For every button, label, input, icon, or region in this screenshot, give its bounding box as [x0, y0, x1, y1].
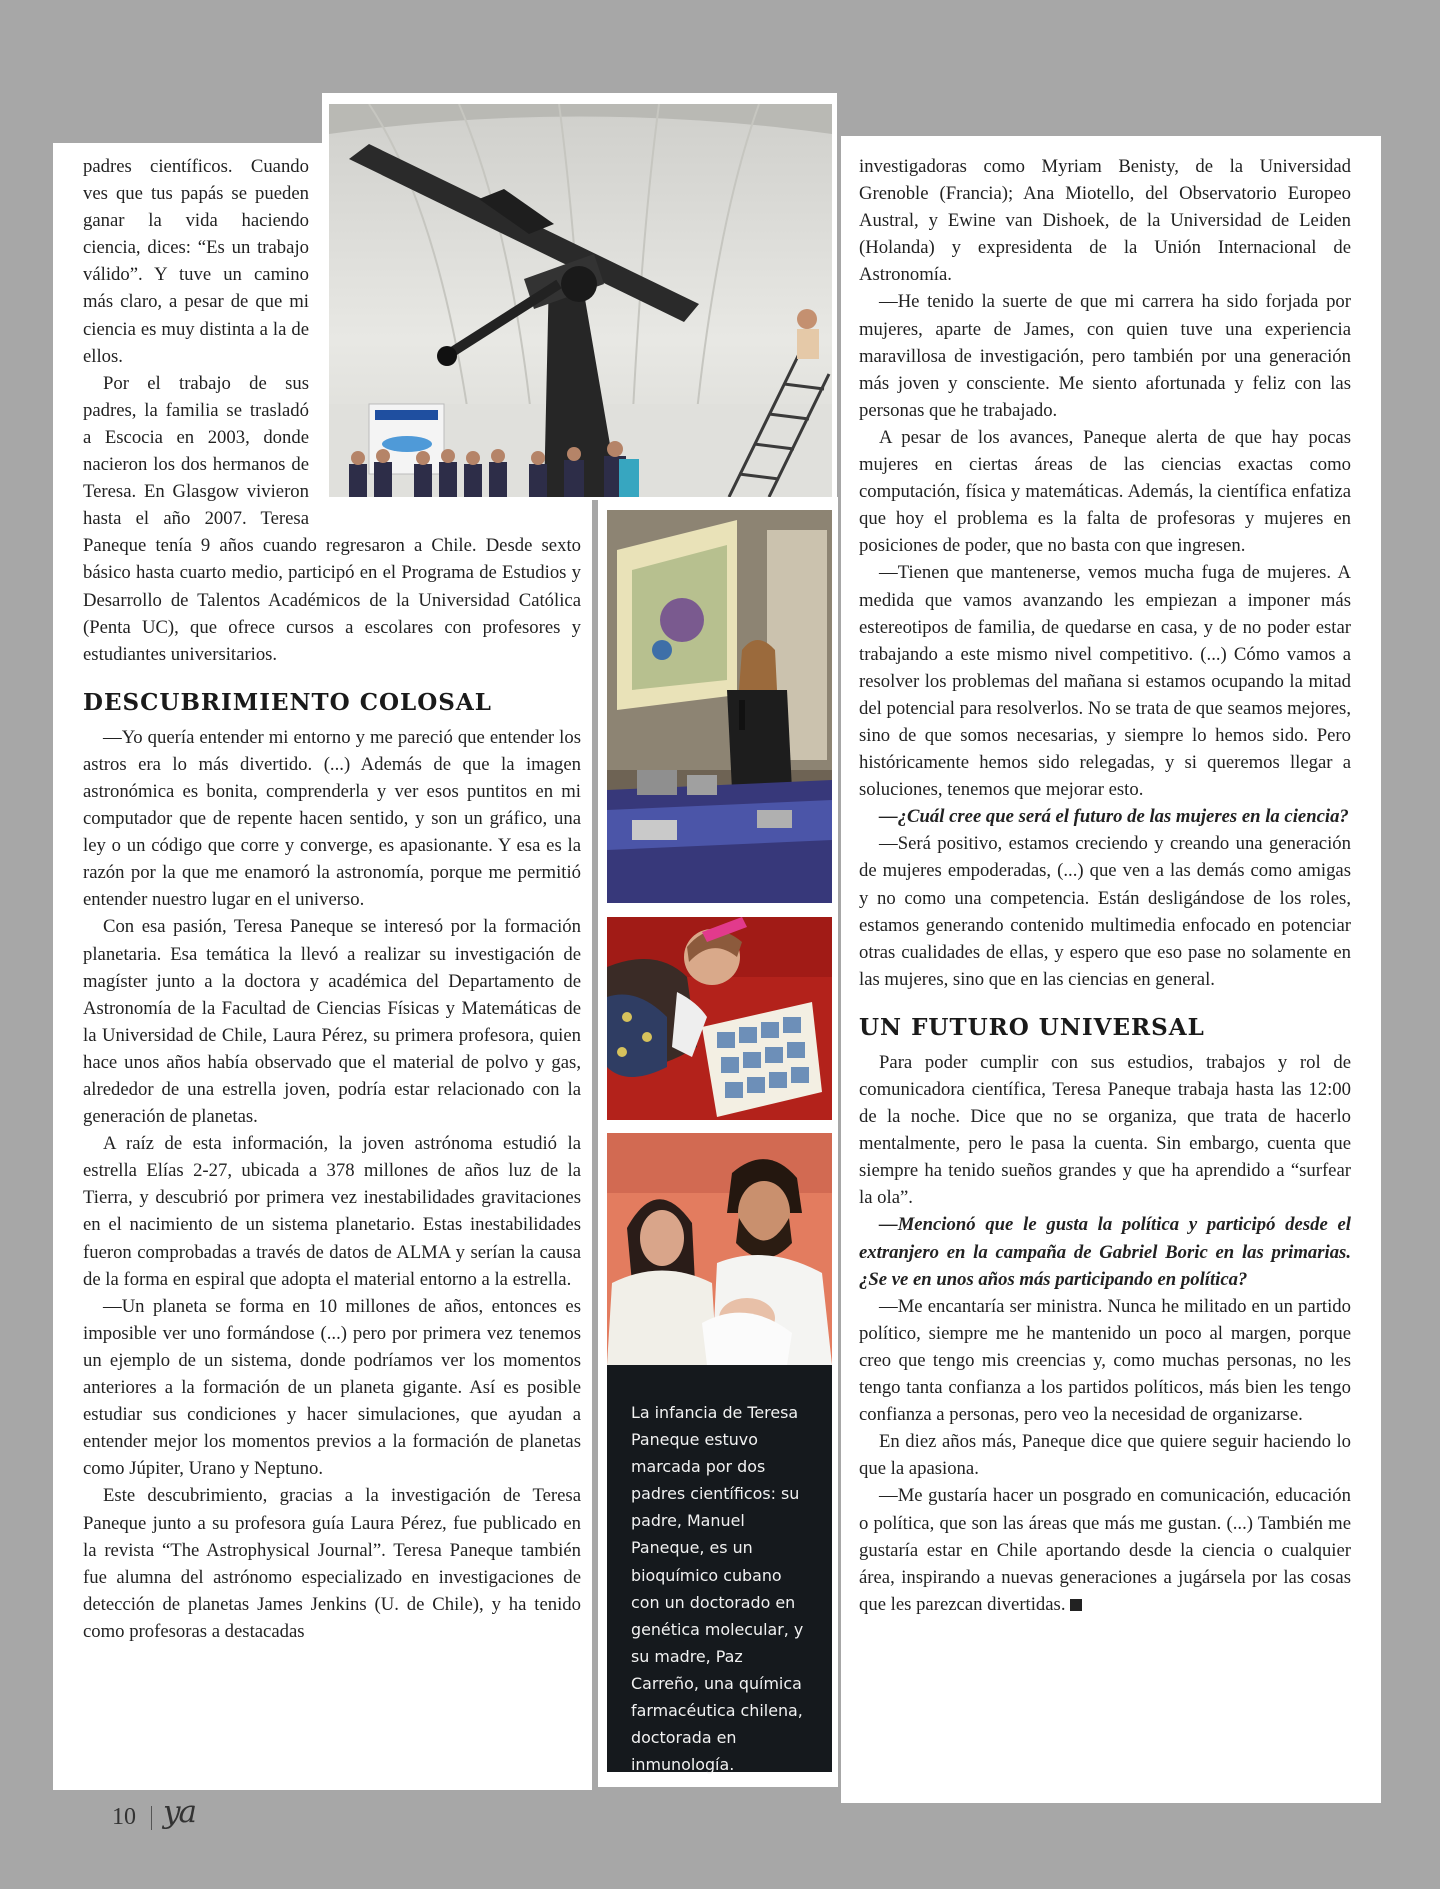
- end-of-article-icon: [1070, 1599, 1082, 1611]
- footer-divider: [151, 1806, 152, 1830]
- paragraph: A raíz de esta información, la joven astrónoma estudió la estrella Elías 2-27, ubicada a 378 millones de años luz de la Tierra, y descubrió por primera vez inestabilidades gravitaciones en el nacimiento de un sistema planetario. Estas inestabilidades fueron comprobadas a través de datos de ALMA y serían la causa de la forma en espiral que adopta el material entorno a la estrella.: [83, 1133, 581, 1290]
- paragraph: —Será positivo, estamos creciendo y creando una generación de mujeres empoderadas, (...) que ven a las demás como amigas y no como una competencia. Están desligándose de los roles, estamos generando contenido multimedia enfocado en potenciar otras cualidades de ellas, y espero que eso pase no solamente en las mujeres, sino que en las ciencias en general.: [859, 833, 1351, 990]
- paragraph: Con esa pasión, Teresa Paneque se interesó por la formación planetaria. Esa temática la llevó a realizar su investigación de magíster junto a la doctora y académica del Departamento de Astronomía de la Facultad de Ciencias Físicas y Matemáticas de la Universidad de Chile, Laura Pérez, su primera profesora, quien hace unos años había observado que el material de polvo y gas, alrededor de una estrella joven, podría estar relacionado con la generación de planetas.: [83, 916, 581, 1128]
- paragraph: Por el trabajo de sus padres, la familia se trasladó a Escocia en 2003, donde nacieron los dos hermanos de Teresa. En Glasgow vivieron hasta el año 2007. Teresa Paneque tenía 9 años cuando regresaron a Chile. Desde sexto básico hasta cuarto medio, participó en el Programa de Estudios y Desarrollo de Talentos Académicos de la Universidad Católica (Penta UC), que ofrece cursos a escolares con profesores y estudiantes universitarios.: [83, 372, 581, 665]
- paragraph: —He tenido la suerte de que mi carrera ha sido forjada por mujeres, aparte de James, con quien tuve una experiencia maravillosa de investigación, pero también por una generación más joven y consciente. Me siento afortunada y feliz con las personas que he trabajado.: [859, 291, 1351, 421]
- family-photo: [607, 1133, 832, 1365]
- interview-question: —Mencionó que le gusta la política y participó desde el extranjero en la campaña de Gabriel Boric en las primarias. ¿Se ve en unos años más participando en política?: [859, 1214, 1351, 1290]
- paragraph: —Un planeta se forma en 10 millones de años, entonces es imposible ver uno formándose (...) pero por primera vez tenemos un ejemplo de un sistema, donde podríamos ver los momentos anteriores a la formación de un planeta gigante. Así es posible estudiar sus condiciones y hacer simulaciones, que ayudan a entender mejor los momentos previos a la formación de planetas como Júpiter, Urano y Neptuno.: [83, 1295, 581, 1480]
- childhood-photo-girl: [607, 917, 832, 1120]
- paragraph: investigadoras como Myriam Benisty, de la Universidad Grenoble (Francia); Ana Miotello, del Observatorio Europeo Austral, y Ewine van Dishoek, de la Universidad de Leiden (Holanda) y expresidenta de la Unión Internacional de Astronomía.: [859, 156, 1351, 286]
- section-heading: UN FUTURO UNIVERSAL: [859, 1013, 1205, 1041]
- paragraph-final: [859, 1482, 1351, 1617]
- paragraph: A pesar de los avances, Paneque alerta de que hay pocas mujeres en ciertas áreas de las ciencias exactas como computación, física y matemáticas. Además, la científica enfatiza que hoy el problema es la falta de profesoras y mujeres en posiciones de poder, que no basta con que ingresen.: [859, 426, 1351, 557]
- paragraph: Para poder cumplir con sus estudios, trabajos y rol de comunicadora científica, Teresa Paneque trabaja hasta las 12:00 de la noche. Dice que no se organiza, que trata de hacerlo mentalmente, pero le pasa la cuenta. Sin embargo, cuenta que siempre ha tenido sueños grandes y que ha aprendido a “surfear la ola”.: [859, 1051, 1351, 1209]
- article-column-right: [841, 136, 1381, 1803]
- section-heading: DESCUBRIMIENTO COLOSAL: [83, 688, 492, 716]
- page-number: 10: [112, 1804, 136, 1830]
- paragraph: —Me encantaría ser ministra. Nunca he militado en un partido político, siempre me he mantenido un poco al margen, porque creo que tengo mis creencias y, como muchas personas, no les tengo tanta confianza a los partidos políticos, más bien les tengo confianza a personas, pero veo la necesidad de organizarse.: [859, 1295, 1351, 1426]
- presentation-photo: [607, 510, 832, 903]
- magazine-logo: ya: [163, 1794, 195, 1830]
- paragraph: —Tienen que mantenerse, vemos mucha fuga de mujeres. A medida que vamos avanzando les empiezan a imponer más estereotipos de familia, de quedarse en casa, y de no poder estar trabajando a este mismo nivel competitivo. (...) Cómo vamos a resolver los problemas del mañana si estamos ocupando la mitad del potencial para resolverlos. No se trata de que seamos mejores, sino de que somos necesarias, y siempre lo hemos sido. Pero históricamente hemos sido relegadas, y si queremos llegar a soluciones, tenemos que mejorar esto.: [859, 562, 1351, 801]
- caption-text: La infancia de Teresa Paneque estuvo marcada por dos padres científicos: su padre, Manuel Paneque, es un bioquímico cubano con un doctorado en genética molecular, y su madre, Paz Carreño, una química farmacéutica chilena, doctorada en inmunología.: [631, 1403, 804, 1775]
- paragraph: En diez años más, Paneque dice que quiere seguir haciendo lo que la apasiona.: [859, 1431, 1351, 1480]
- interview-question: —¿Cuál cree que será el futuro de las mujeres en la ciencia?: [879, 806, 1349, 828]
- paragraph: —Yo quería entender mi entorno y me pareció que entender los astros era lo más divertido. (...) Además de que la imagen astronómica es bonita, comprenderla y ver esos puntitos en mi computador que de repente hacen sentido, y son un gráfico, una ley o un código que corre y converge, es apasionante. Y esa es la razón por la que me enamoró la astronomía, porque me permitió entender nuestro lugar en el universo.: [83, 726, 581, 911]
- observatory-telescope-photo: [329, 104, 832, 497]
- photo-caption: [607, 1365, 832, 1775]
- paragraph-final-text: —Me gustaría hacer un posgrado en comunicación, educación o política, que son las áreas que más me gustan. (...) También me gustaría estar en Chile aportando desde la ciencia o cualquier área, inspirando a nuevas generaciones a jugársela por las cosas que les parezcan divertidas.: [859, 1485, 1351, 1615]
- paragraph: Este descubrimiento, gracias a la investigación de Teresa Paneque junto a su profesora guía Laura Pérez, fue publicado en la revista “The Astrophysical Journal”. Teresa Paneque también fue alumna del astrónomo especializado en investigaciones de detección de planetas James Jenkins (U. de Chile), y ha tenido como profesoras a destacadas: [83, 1485, 581, 1642]
- paragraph: padres científicos. Cuando ves que tus papás se pueden ganar la vida haciendo ciencia, dices: “Es un trabajo válido”. Y tuve un camino más claro, a pesar de que mi ciencia es muy distinta a la de ellos.: [83, 156, 309, 367]
